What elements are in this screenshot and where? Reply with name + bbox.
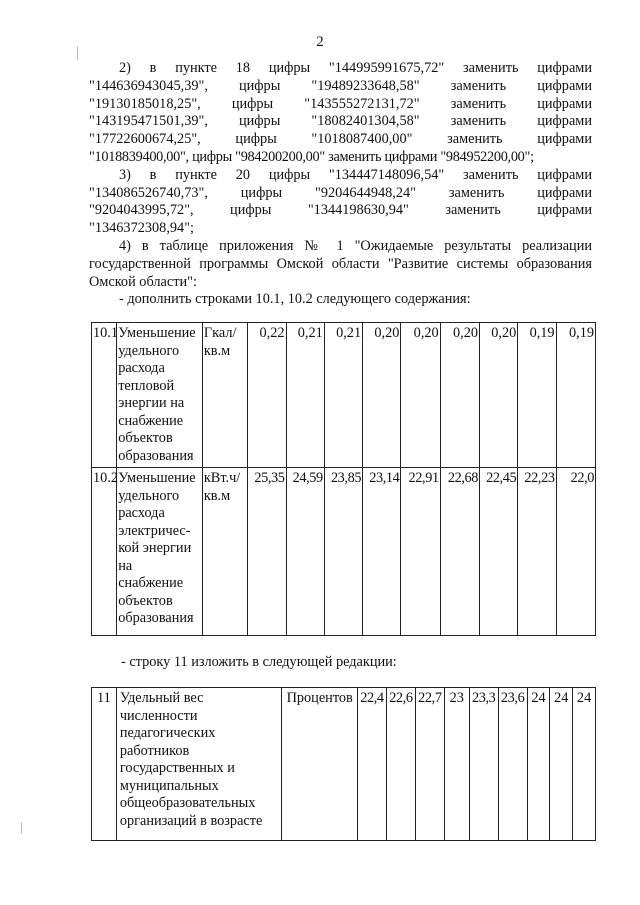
table-row bbox=[92, 323, 596, 468]
value-cell: 25,35 bbox=[248, 468, 286, 636]
item-4 bbox=[89, 238, 592, 291]
indicator-name-line: Уменьшение bbox=[118, 470, 196, 486]
row-number: 11 bbox=[92, 688, 117, 841]
indicator-name-line: общеобразовательных bbox=[119, 795, 256, 811]
unit bbox=[202, 323, 247, 468]
indicator-name-line: на bbox=[118, 557, 133, 574]
indicator-name-line: удельного bbox=[118, 487, 180, 504]
indicator-name-line: работников bbox=[119, 742, 190, 759]
item-2-line: "17722600674,25", цифры "1018087400,00" заменить цифрами bbox=[89, 131, 592, 148]
value-cell: 22,68 bbox=[440, 468, 479, 636]
table-row-11 bbox=[91, 687, 596, 841]
row-number: 10.2 bbox=[92, 468, 117, 636]
item-3-line: "134086526740,73", цифры "9204644948,24" заменить цифрами bbox=[89, 184, 592, 201]
indicator-name-line: снабжение bbox=[118, 575, 184, 591]
indicator-name-line: кой энергии bbox=[118, 540, 192, 556]
indicator-name-line: образования bbox=[118, 447, 194, 464]
item-4-line: Омской области": bbox=[89, 273, 197, 290]
item-3-line: "1346372308,94"; bbox=[89, 220, 194, 237]
value-cell: 22,6 bbox=[386, 688, 415, 841]
value-cell: 0,20 bbox=[363, 323, 401, 468]
indicator-name-line: электричес- bbox=[118, 522, 191, 539]
item-2-line: "1018839400,00", цифры "984200200,00" заменить цифрами "984952200,00"; bbox=[89, 148, 534, 165]
value-cell: 0,21 bbox=[324, 323, 362, 468]
instruction-replace-row: - строку 11 изложить в следующей редакции: bbox=[121, 654, 397, 670]
unit: Процентов bbox=[282, 688, 358, 841]
value-cell: 23,14 bbox=[363, 468, 401, 636]
value-cell: 22,0 bbox=[556, 468, 595, 636]
item-2-line: "19130185018,25", цифры "143555272131,72" заменить цифрами bbox=[89, 95, 592, 112]
value-cell: 0,19 bbox=[518, 323, 556, 468]
unit-line: кв.м bbox=[203, 342, 231, 359]
table-rows-10-1-10-2 bbox=[91, 322, 596, 636]
indicator-name bbox=[117, 468, 203, 636]
table-row bbox=[92, 688, 596, 841]
value-cell: 22,23 bbox=[518, 468, 556, 636]
indicator-name-line: объектов bbox=[118, 592, 173, 609]
indicator-name-line: расхода bbox=[118, 360, 165, 376]
item-2-line: "144636943045,39", цифры "19489233648,58" заменить цифрами bbox=[89, 77, 592, 94]
value-cell: 0,19 bbox=[556, 323, 595, 468]
indicator-name-line: численности bbox=[119, 707, 198, 724]
unit bbox=[202, 468, 247, 636]
value-cell: 22,91 bbox=[401, 468, 440, 636]
item-2-line: 2) в пункте 18 цифры "144995991675,72" заменить цифрами bbox=[119, 60, 592, 76]
indicator-name bbox=[116, 688, 282, 841]
value-cell: 22,45 bbox=[480, 468, 518, 636]
value-cell: 24,59 bbox=[286, 468, 324, 636]
indicator-name-line: муниципальных bbox=[119, 777, 219, 794]
unit-line: Гкал/ bbox=[203, 325, 237, 341]
indicator-name-line: тепловой bbox=[118, 377, 175, 394]
value-cell: 22,4 bbox=[357, 688, 386, 841]
value-cell: 23,85 bbox=[324, 468, 362, 636]
value-cell: 23,3 bbox=[469, 688, 498, 841]
value-cell: 23 bbox=[444, 688, 469, 841]
value-cell: 0,20 bbox=[480, 323, 518, 468]
unit-line: кв.м bbox=[203, 487, 231, 504]
indicator-name-line: объектов bbox=[118, 430, 173, 446]
value-cell: 0,21 bbox=[286, 323, 324, 468]
indicator-name-line: удельного bbox=[118, 342, 180, 359]
row-number: 10.1 bbox=[92, 323, 117, 468]
value-cell: 0,20 bbox=[440, 323, 479, 468]
item-3-line: "9204043995,72", цифры "1344198630,94" заменить цифрами bbox=[89, 202, 592, 219]
indicator-name-line: педагогических bbox=[119, 725, 216, 741]
item-3-line: 3) в пункте 20 цифры "134447148096,54" заменить цифрами bbox=[119, 166, 592, 183]
indicator-name-line: государственных и bbox=[119, 760, 235, 776]
instruction-add-rows: - дополнить строками 10.1, 10.2 следующего содержания: bbox=[119, 291, 471, 308]
value-cell: 0,22 bbox=[248, 323, 286, 468]
value-cell: 24 bbox=[573, 688, 596, 841]
unit-line: кВт.ч/ bbox=[203, 470, 241, 486]
item-2-line: "143195471501,39", цифры "18082401304,58" заменить цифрами bbox=[89, 113, 592, 130]
item-2 bbox=[89, 60, 592, 167]
item-4-line: государственной программы Омской области "Развитие системы образования bbox=[89, 255, 592, 272]
item-3 bbox=[89, 167, 592, 238]
value-cell: 22,7 bbox=[415, 688, 444, 841]
item-4-line: 4) в таблице приложения № 1 "Ожидаемые результаты реализации bbox=[119, 237, 592, 254]
amendment-text bbox=[89, 60, 592, 309]
value-cell: 24 bbox=[527, 688, 550, 841]
indicator-name-line: энергии на bbox=[118, 395, 185, 411]
indicator-name-line: Уменьшение bbox=[118, 325, 196, 341]
indicator-name bbox=[117, 323, 203, 468]
value-cell: 24 bbox=[550, 688, 573, 841]
indicator-name-line: организаций в возрасте bbox=[119, 812, 263, 829]
margin-mark bbox=[21, 822, 22, 834]
indicator-name-line: снабжение bbox=[118, 412, 184, 429]
value-cell: 0,20 bbox=[401, 323, 440, 468]
value-cell: 23,6 bbox=[498, 688, 527, 841]
indicator-name-line: расхода bbox=[118, 505, 165, 521]
page-number: 2 bbox=[316, 34, 324, 50]
table-row bbox=[92, 468, 596, 636]
indicator-name-line: Удельный вес bbox=[119, 690, 204, 706]
indicator-name-line: образования bbox=[118, 610, 194, 626]
